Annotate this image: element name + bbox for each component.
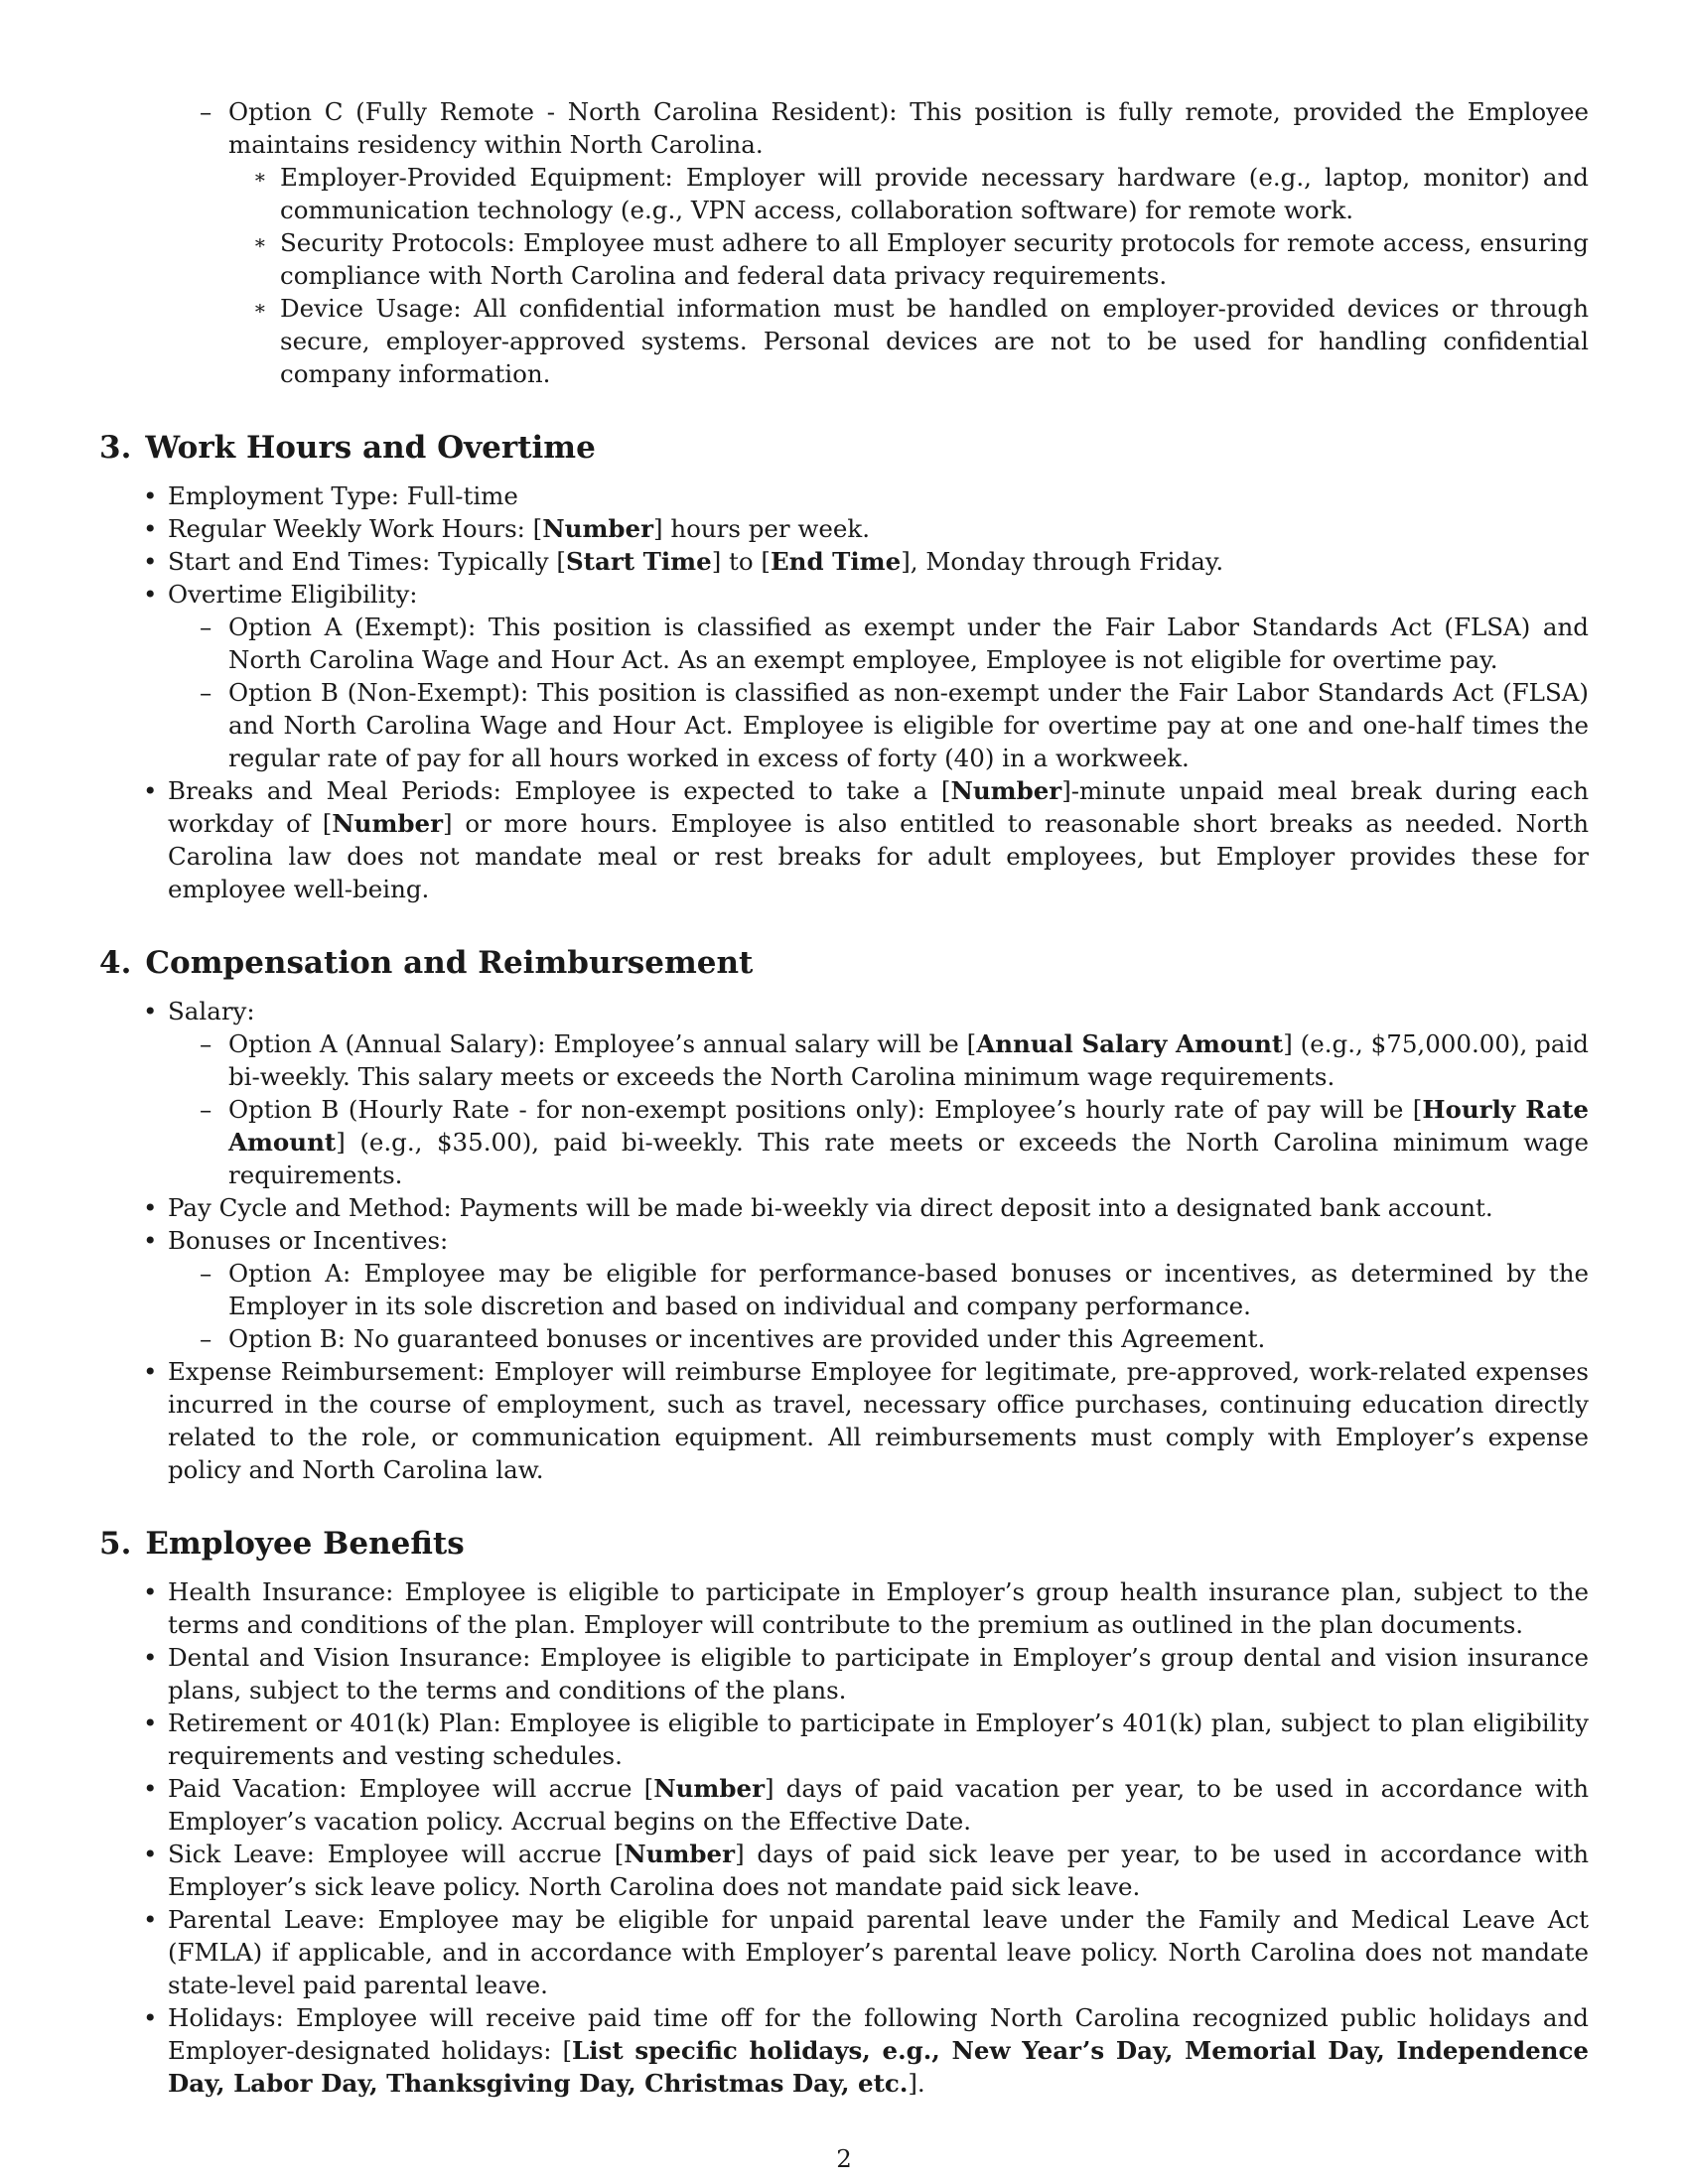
- bullet-marker: •: [143, 1840, 158, 1868]
- bullet-marker: •: [143, 1774, 158, 1803]
- asterisk-marker: ∗: [253, 165, 267, 189]
- list-item: [99, 1355, 1589, 1486]
- list-item: [99, 545, 1589, 578]
- expense-text: Expense Reimbursement: Employer will reimburse Employee for legitimate, pre-approved, work-related expenses incurred in the course of employment, such as travel, necessary office purchases, continuing education directly related to the role, or communication equipment. All reimbursements must comply with Employer’s expense policy and North Carolina law.: [168, 1357, 1589, 1484]
- option-c-text: Option C (Fully Remote - North Carolina Resident): This position is fully remote, provided the Employee maintains residency within North Carolina.: [228, 97, 1589, 159]
- sub-list-item: [99, 676, 1589, 774]
- section-number: 3.: [99, 430, 132, 466]
- device-usage-text: Device Usage: All confidential information must be handled on employer-provided devices or through secure, employer-approved systems. Personal devices are not to be used for handling confidential company information.: [280, 294, 1589, 388]
- list-item: [99, 578, 1589, 611]
- list-item: [99, 1903, 1589, 2001]
- section-3-title: [99, 428, 1589, 468]
- bullet-marker: •: [143, 776, 158, 805]
- overtime-text: Overtime Eligibility:: [168, 580, 418, 609]
- text-segment: ] or more hours. Employee is also entitled to reasonable short breaks as needed. North Carolina law does not mandate meal or rest breaks for adult employees, but Employer provides these for employee well-being.: [168, 809, 1589, 903]
- text-segment: ]-minute unpaid meal break during each workday of [: [168, 776, 1589, 838]
- text-segment: ] (e.g., $75,000.00), paid bi-weekly. This salary meets or exceeds the North Carolina minimum wage requirements.: [228, 1029, 1589, 1091]
- text-segment: ] (e.g., $35.00), paid bi-weekly. This rate meets or exceeds the North Carolina minimum wage requirements.: [228, 1128, 1589, 1189]
- placeholder-field: End Time: [770, 547, 902, 576]
- placeholder-field: Hourly Rate Amount: [228, 1095, 1589, 1157]
- text-segment: Holidays: Employee will receive paid time off for the following North Carolina recognized public holidays and Employer-designated holidays: [: [168, 2003, 1589, 2065]
- section-title-text: Employee Benefits: [145, 1526, 465, 1562]
- dash-marker: –: [200, 613, 212, 641]
- option-c-subitem: [99, 292, 1589, 390]
- bullet-marker: •: [143, 1226, 158, 1255]
- list-item: [99, 1575, 1589, 1641]
- bullet-marker: •: [143, 1905, 158, 1934]
- list-item: [99, 1191, 1589, 1224]
- sub-list-item: [99, 611, 1589, 676]
- parental-text: Parental Leave: Employee may be eligible for unpaid parental leave under the Family and Medical Leave Act (FMLA) if applicable, and in accordance with Employer’s parental leave policy. North Carolina does not mandate state-level paid parental leave.: [168, 1905, 1589, 1999]
- placeholder-field: Number: [653, 1774, 765, 1803]
- bullet-marker: •: [143, 580, 158, 609]
- bonuses-text: Bonuses or Incentives:: [168, 1226, 449, 1255]
- dental-text: Dental and Vision Insurance: Employee is eligible to participate in Employer’s group dental and vision insurance plans, subject to the terms and conditions of the plans.: [168, 1643, 1589, 1705]
- list-item: [99, 479, 1589, 512]
- bonus-option-b: Option B: No guaranteed bonuses or incentives are provided under this Agreement.: [228, 1324, 1266, 1353]
- sub-list-item: [99, 1257, 1589, 1322]
- text-segment: Paid Vacation: Employee will accrue [: [168, 1774, 654, 1803]
- text-segment: ] days of paid sick leave per year, to be used in accordance with Employer’s sick leave policy. North Carolina does not mandate paid sick leave.: [168, 1840, 1589, 1901]
- option-c-subitem: [99, 161, 1589, 226]
- text-segment: Option B (Hourly Rate - for non-exempt positions only): Employee’s hourly rate of pay will be [: [228, 1095, 1423, 1124]
- section-4-title: [99, 943, 1589, 983]
- text-segment: ] to [: [711, 547, 771, 576]
- page-number: 2: [836, 2144, 852, 2173]
- bullet-marker: •: [143, 1643, 158, 1672]
- dash-marker: –: [200, 1095, 212, 1124]
- placeholder-field: Annual Salary Amount: [976, 1029, 1284, 1058]
- list-item: [99, 1224, 1589, 1257]
- asterisk-marker: ∗: [253, 230, 267, 254]
- health-text: Health Insurance: Employee is eligible to participate in Employer’s group health insurance plan, subject to the terms and conditions of the plan. Employer will contribute to the premium as outlined in the plan documents.: [168, 1577, 1589, 1639]
- bullet-marker: •: [143, 997, 158, 1025]
- overtime-option-a: Option A (Exempt): This position is classified as exempt under the Fair Labor Standards Act (FLSA) and North Carolina Wage and Hour Act. As an exempt employee, Employee is not eligible for overtime pay.: [228, 613, 1589, 674]
- list-item: [99, 1706, 1589, 1772]
- bullet-marker: •: [143, 1357, 158, 1386]
- list-item: [99, 1641, 1589, 1706]
- asterisk-marker: ∗: [253, 296, 267, 320]
- list-item: [99, 2001, 1589, 2100]
- list-item: [99, 1838, 1589, 1903]
- list-item: [99, 512, 1589, 545]
- sub-list-item: [99, 1093, 1589, 1191]
- bonus-option-a: Option A: Employee may be eligible for performance-based bonuses or incentives, as determined by the Employer in its sole discretion and based on individual and company performance.: [228, 1259, 1589, 1320]
- equipment-text: Employer-Provided Equipment: Employer will provide necessary hardware (e.g., laptop, monitor) and communication technology (e.g., VPN access, collaboration software) for remote work.: [280, 163, 1589, 224]
- section-title-text: Compensation and Reimbursement: [145, 945, 754, 981]
- bullet-marker: •: [143, 1193, 158, 1222]
- option-c-item: [99, 95, 1589, 161]
- text-segment: ], Monday through Friday.: [901, 547, 1224, 576]
- dash-marker: –: [200, 97, 212, 126]
- list-item: [99, 995, 1589, 1027]
- bullet-marker: •: [143, 1708, 158, 1737]
- placeholder-field: List specific holidays, e.g., New Year’s Day, Memorial Day, Independence Day, Labor Day, Thanksgiving Day, Christmas Day, etc.: [168, 2036, 1589, 2098]
- sub-list-item: [99, 1322, 1589, 1355]
- list-item: [99, 774, 1589, 905]
- dash-marker: –: [200, 1259, 212, 1288]
- section-number: 5.: [99, 1526, 132, 1562]
- text-segment: Start and End Times: Typically [: [168, 547, 566, 576]
- placeholder-field: Start Time: [565, 547, 712, 576]
- bullet-marker: •: [143, 547, 158, 576]
- security-text: Security Protocols: Employee must adhere to all Employer security protocols for remote access, ensuring compliance with North Carolina and federal data privacy requirements.: [280, 228, 1589, 290]
- list-item: [99, 1772, 1589, 1838]
- bullet-marker: •: [143, 1577, 158, 1606]
- retirement-text: Retirement or 401(k) Plan: Employee is eligible to participate in Employer’s 401(k) plan, subject to plan eligibility requirements and vesting schedules.: [168, 1708, 1589, 1770]
- section-title-text: Work Hours and Overtime: [145, 430, 596, 466]
- placeholder-field: Number: [542, 514, 654, 543]
- salary-text: Salary:: [168, 997, 255, 1025]
- section-number: 4.: [99, 945, 132, 981]
- text-segment: ] hours per week.: [653, 514, 871, 543]
- bullet-marker: •: [143, 2003, 158, 2032]
- section-5-title: [99, 1524, 1589, 1564]
- text-segment: Sick Leave: Employee will accrue [: [168, 1840, 625, 1868]
- dash-marker: –: [200, 1324, 212, 1353]
- pay-cycle-text: Pay Cycle and Method: Payments will be made bi-weekly via direct deposit into a designated bank account.: [168, 1193, 1493, 1222]
- employment-type-text: Employment Type: Full-time: [168, 481, 518, 510]
- dash-marker: –: [200, 1029, 212, 1058]
- overtime-option-b: Option B (Non-Exempt): This position is classified as non-exempt under the Fair Labor Standards Act (FLSA) and North Carolina Wage and Hour Act. Employee is eligible for overtime pay at one and one-half times the regular rate of pay for all hours worked in excess of forty (40) in a workweek.: [228, 678, 1589, 772]
- bullet-marker: •: [143, 481, 158, 510]
- text-segment: ] days of paid vacation per year, to be used in accordance with Employer’s vacation policy. Accrual begins on the Effective Date.: [168, 1774, 1590, 1836]
- document-page: [99, 95, 1589, 2100]
- sub-list-item: [99, 1027, 1589, 1093]
- text-segment: ].: [908, 2069, 925, 2098]
- text-segment: Breaks and Meal Periods: Employee is expected to take a [: [168, 776, 951, 805]
- placeholder-field: Number: [332, 809, 444, 838]
- placeholder-field: Number: [950, 776, 1062, 805]
- option-c-subitem: [99, 226, 1589, 292]
- text-segment: Option A (Annual Salary): Employee’s annual salary will be [: [228, 1029, 977, 1058]
- placeholder-field: Number: [624, 1840, 736, 1868]
- bullet-marker: •: [143, 514, 158, 543]
- dash-marker: –: [200, 678, 212, 707]
- text-segment: Regular Weekly Work Hours: [: [168, 514, 543, 543]
